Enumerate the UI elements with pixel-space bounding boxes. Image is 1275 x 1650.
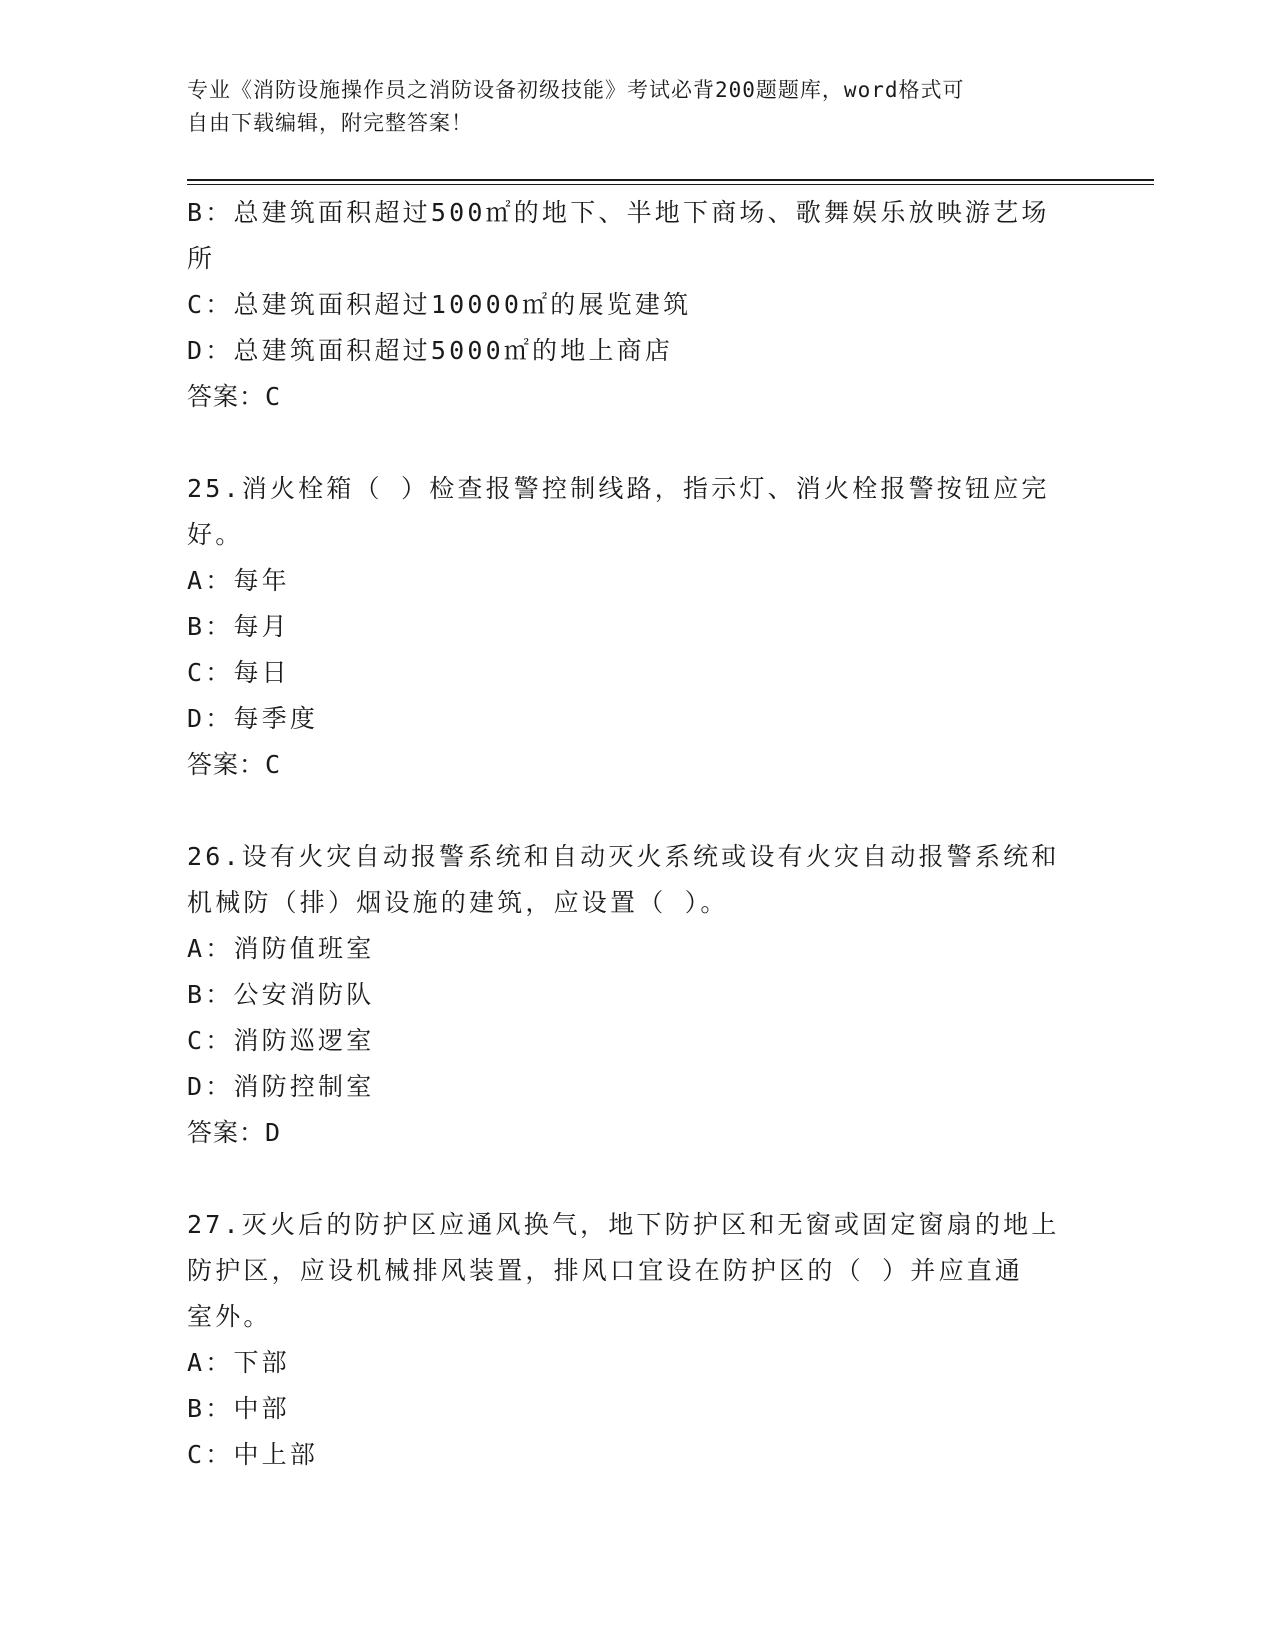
question-content (187, 190, 1077, 1478)
option-b: B：公安消防队 (187, 980, 375, 1009)
document-header (187, 74, 1067, 140)
header-title-line-2: 自由下载编辑，附完整答案！ (187, 111, 473, 135)
option-d: D：消防控制室 (187, 1072, 375, 1101)
question-stem-continued: 好。 (187, 520, 244, 549)
option-c: C：每日 (187, 658, 290, 687)
header-divider-thin (187, 184, 1154, 185)
question-24-continued (187, 190, 1077, 420)
question-25 (187, 466, 1077, 788)
question-stem: 25.消火栓箱（ ）检查报警控制线路，指示灯、消火栓报警按钮应完 (187, 474, 1050, 503)
header-divider-thick (187, 179, 1154, 181)
option-c: C：消防巡逻室 (187, 1026, 375, 1055)
question-stem: 27.灭火后的防护区应通风换气，地下防护区和无窗或固定窗扇的地上 (187, 1210, 1060, 1239)
option-a: A：下部 (187, 1348, 290, 1377)
option-b: B：中部 (187, 1394, 290, 1423)
option-a: A：消防值班室 (187, 934, 375, 963)
answer: 答案：C (187, 750, 282, 779)
header-title-line-1: 专业《消防设施操作员之消防设备初级技能》考试必背200题题库，word格式可 (187, 78, 965, 102)
option-b-continued: 所 (187, 244, 216, 273)
option-b: B：每月 (187, 612, 290, 641)
question-stem-continued: 机械防（排）烟设施的建筑，应设置（ ）。 (187, 888, 729, 917)
option-d: D：总建筑面积超过5000㎡的地上商店 (187, 336, 674, 365)
question-27 (187, 1202, 1077, 1478)
question-stem-continued: 防护区，应设机械排风装置，排风口宜设在防护区的（ ）并应直通 (187, 1256, 1024, 1285)
option-d: D：每季度 (187, 704, 319, 733)
answer: 答案：C (187, 382, 282, 411)
option-c: C：总建筑面积超过10000㎡的展览建筑 (187, 290, 692, 319)
question-stem: 26.设有火灾自动报警系统和自动灭火系统或设有火灾自动报警系统和 (187, 842, 1060, 871)
option-a: A：每年 (187, 566, 290, 595)
question-stem-continued: 室外。 (187, 1302, 272, 1331)
question-26 (187, 834, 1077, 1156)
option-c: C：中上部 (187, 1440, 319, 1469)
option-b: B：总建筑面积超过500㎡的地下、半地下商场、歌舞娱乐放映游艺场 (187, 198, 1050, 227)
answer: 答案：D (187, 1118, 282, 1147)
